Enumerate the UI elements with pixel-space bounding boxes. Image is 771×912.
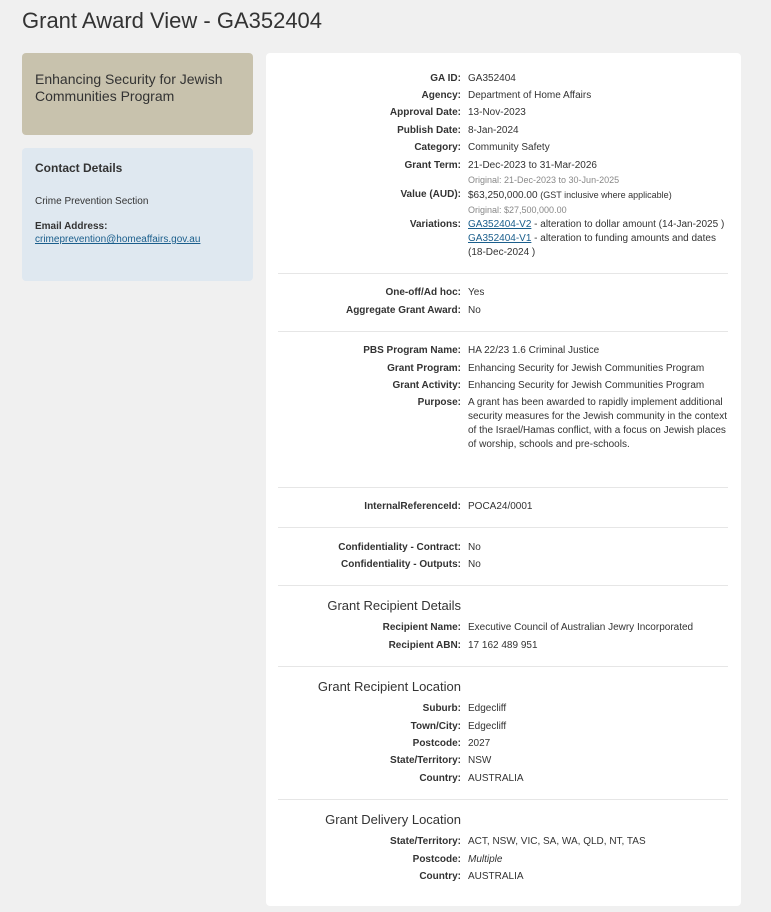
field-label: Suburb: [422, 703, 461, 714]
original-value: Original: 21-Dec-2023 to 30-Jun-2025 [468, 175, 620, 185]
field-label: InternalReferenceId: [364, 501, 461, 512]
field-value: 2027 [468, 738, 491, 749]
field-value: Multiple [468, 854, 503, 865]
variation-text: - alteration to funding amounts and dates [531, 233, 716, 244]
field-label: Recipient ABN: [388, 640, 461, 651]
field-label: Publish Date: [397, 125, 461, 136]
field-value: Edgecliff [468, 703, 507, 714]
field-value: Edgecliff [468, 721, 507, 732]
field-label: Variations: [409, 219, 461, 230]
field-value: Department of Home Affairs [468, 90, 592, 101]
field-value: 8-Jan-2024 [468, 125, 519, 136]
field-value: Enhancing Security for Jewish Communities Program [468, 363, 705, 374]
field-label: Country: [419, 871, 461, 882]
variation-text: (18-Dec-2024 ) [468, 247, 536, 258]
field-label: Approval Date: [389, 107, 461, 118]
variation-text: - alteration to dollar amount (14-Jan-2025 ) [531, 219, 725, 230]
email-label: Email Address: [35, 221, 108, 232]
contact-title: Contact Details [35, 161, 123, 175]
field-value: NSW [468, 755, 492, 766]
page-title: Grant Award View - GA352404 [22, 8, 323, 33]
recipient-location-heading: Grant Recipient Location [317, 679, 461, 694]
contact-section: Crime Prevention Section [35, 196, 149, 207]
field-value: GA352404 [468, 73, 516, 84]
field-label: Postcode: [412, 854, 461, 865]
field-value: Executive Council of Australian Jewry Incorporated [468, 622, 694, 633]
field-value: 21-Dec-2023 to 31-Mar-2026 [468, 160, 597, 171]
field-label: Recipient Name: [382, 622, 461, 633]
divider [278, 799, 728, 800]
field-value: A grant has been awarded to rapidly implement additional security measures for the Jewish community in the context of the Israel/Hamas conflict, with a focus on Jewish places of worship, schools and pre-schools. [468, 397, 727, 450]
field-label: Town/City: [410, 721, 461, 732]
field-value: Community Safety [468, 142, 550, 153]
field-label: Value (AUD): [400, 189, 461, 200]
recipient-details-heading: Grant Recipient Details [327, 598, 461, 613]
field-label: State/Territory: [390, 755, 461, 766]
delivery-location-heading: Grant Delivery Location [325, 812, 461, 827]
field-label: Postcode: [412, 738, 461, 749]
program-name: Enhancing Security for Jewish Communities Program [35, 71, 223, 104]
field-value: 17 162 489 951 [468, 640, 538, 651]
divider [278, 585, 728, 586]
field-value: No [468, 305, 481, 316]
divider [278, 666, 728, 667]
divider [278, 273, 728, 274]
field-label: State/Territory: [390, 836, 461, 847]
field-value: AUSTRALIA [468, 773, 524, 784]
grant-details-panel [266, 53, 741, 906]
contact-email-link[interactable]: crimeprevention@homeaffairs.gov.au [35, 234, 201, 245]
field-label: Grant Program: [387, 363, 461, 374]
field-value: Enhancing Security for Jewish Communities Program [468, 380, 705, 391]
field-value: AUSTRALIA [468, 871, 524, 882]
field-label: One-off/Ad hoc: [385, 287, 461, 298]
field-label: Confidentiality - Contract: [338, 542, 461, 553]
field-value: Yes [468, 287, 485, 298]
field-value: POCA24/0001 [468, 501, 533, 512]
original-value: Original: $27,500,000.00 [468, 205, 567, 215]
program-name-box [22, 53, 253, 135]
field-label: GA ID: [430, 73, 461, 84]
divider [278, 331, 728, 332]
field-label: Confidentiality - Outputs: [341, 559, 461, 570]
contact-details-box [22, 148, 253, 281]
field-value: 13-Nov-2023 [468, 107, 526, 118]
field-label: PBS Program Name: [363, 345, 461, 356]
field-label: Agency: [421, 90, 461, 101]
variation-link[interactable]: GA352404-V1 [468, 233, 532, 244]
field-label: Purpose: [417, 397, 461, 408]
field-value: HA 22/23 1.6 Criminal Justice [468, 345, 600, 356]
field-value: No [468, 542, 481, 553]
field-label: Country: [419, 773, 461, 784]
divider [278, 487, 728, 488]
field-label: Grant Term: [404, 160, 461, 171]
field-value: $63,250,000.00 [468, 190, 538, 201]
field-value: ACT, NSW, VIC, SA, WA, QLD, NT, TAS [468, 836, 646, 847]
field-label: Aggregate Grant Award: [345, 305, 461, 316]
field-label: Grant Activity: [392, 380, 461, 391]
variation-link[interactable]: GA352404-V2 [468, 219, 532, 230]
field-label: Category: [414, 142, 461, 153]
gst-note: (GST inclusive where applicable) [540, 190, 672, 200]
field-value: No [468, 559, 481, 570]
divider [278, 527, 728, 528]
